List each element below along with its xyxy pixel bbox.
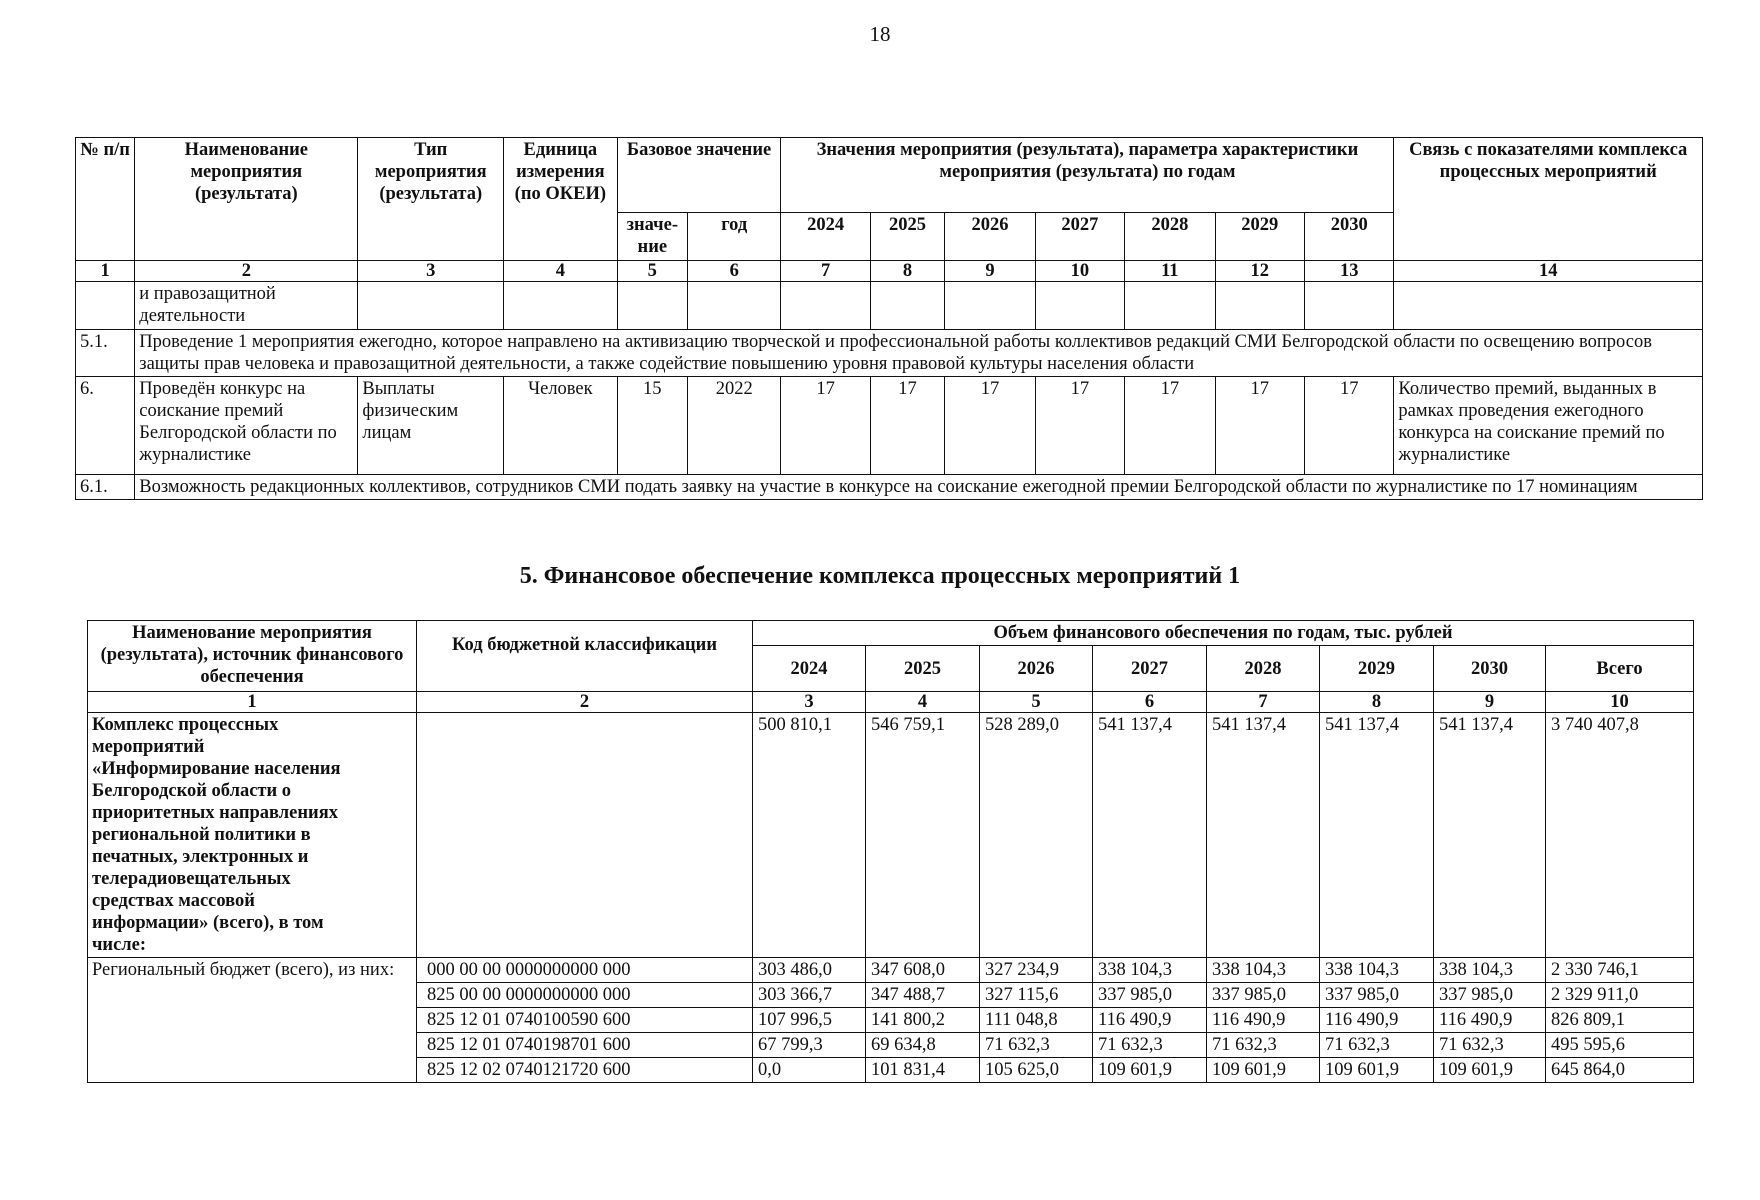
complex-name: Комплекс процессных мероприятий «Информирование населения Белгородской области о приоритетных направлениях региональной политики в печатных, электронных и телерадиовещательных средствах массовой информации» (всего), в том числе:	[88, 713, 417, 958]
continuation-row	[76, 282, 1703, 330]
row-description: Возможность редакционных коллективов, сотрудников СМИ подать заявку на участие в конкурсе на соискание ежегодной премии Белгородской области по журналистике по 17 номинациям	[135, 475, 1703, 500]
event-unit: Человек	[504, 377, 618, 475]
column-number: 12	[1215, 261, 1304, 282]
year-amount: 109 601,9	[1093, 1058, 1207, 1083]
column-number: 14	[1394, 261, 1703, 282]
year-amount: 116 490,9	[1093, 1008, 1207, 1033]
total-amount: 3 740 407,8	[1546, 713, 1694, 958]
column-number: 9	[1434, 692, 1546, 713]
column-number: 9	[945, 261, 1035, 282]
total-amount: 826 809,1	[1546, 1008, 1694, 1033]
column-number: 6	[687, 261, 780, 282]
year-amount: 541 137,4	[1207, 713, 1320, 958]
header-base-value: значе-ние	[617, 213, 687, 261]
year-value: 17	[781, 377, 870, 475]
year-amount: 71 632,3	[1320, 1033, 1434, 1058]
event-name: Проведён конкурс на соискание премий Белгородской области по журналистике	[135, 377, 358, 475]
complex-total-row	[88, 713, 1694, 958]
row-number: 5.1.	[76, 330, 135, 377]
year-amount: 303 486,0	[753, 958, 866, 983]
header-num: № п/п	[76, 138, 135, 261]
header-year: 2029	[1215, 213, 1304, 261]
year-amount: 0,0	[753, 1058, 866, 1083]
year-amount: 109 601,9	[1434, 1058, 1546, 1083]
year-amount: 337 985,0	[1207, 983, 1320, 1008]
header-year: 2026	[980, 646, 1093, 692]
header-name: Наименование мероприятия (результата)	[135, 138, 358, 261]
header-year: 2028	[1207, 646, 1320, 692]
year-value: 17	[1304, 377, 1393, 475]
year-amount: 327 115,6	[980, 983, 1093, 1008]
year-amount: 116 490,9	[1434, 1008, 1546, 1033]
header-year: 2025	[866, 646, 980, 692]
column-number: 11	[1125, 261, 1215, 282]
header-values-by-year: Значения мероприятия (результата), параметра характеристики мероприятия (результата) по годам	[781, 138, 1394, 213]
total-amount: 495 595,6	[1546, 1033, 1694, 1058]
year-value: 17	[1125, 377, 1215, 475]
row-number: 6.1.	[76, 475, 135, 500]
year-amount: 546 759,1	[866, 713, 980, 958]
header-link: Связь с показателями комплекса процессных мероприятий	[1394, 138, 1703, 261]
column-number: 5	[980, 692, 1093, 713]
header-type: Тип мероприятия (результата)	[358, 138, 504, 261]
header-name: Наименование мероприятия (результата), источник финансового обеспечения	[88, 621, 417, 692]
header-base-year: год	[687, 213, 780, 261]
year-amount: 338 104,3	[1434, 958, 1546, 983]
column-number: 1	[88, 692, 417, 713]
year-amount: 541 137,4	[1434, 713, 1546, 958]
year-amount: 338 104,3	[1320, 958, 1434, 983]
year-amount: 337 985,0	[1320, 983, 1434, 1008]
column-number: 6	[1093, 692, 1207, 713]
header-base: Базовое значение	[617, 138, 781, 213]
column-number: 10	[1546, 692, 1694, 713]
year-amount: 347 608,0	[866, 958, 980, 983]
year-amount: 303 366,7	[753, 983, 866, 1008]
table-row	[76, 377, 1703, 475]
column-number: 7	[1207, 692, 1320, 713]
header-year: 2027	[1093, 646, 1207, 692]
column-numbers-row	[88, 692, 1694, 713]
budget-code: 825 12 01 0740100590 600	[417, 1008, 753, 1033]
column-number: 13	[1304, 261, 1393, 282]
column-number: 2	[417, 692, 753, 713]
year-value: 17	[870, 377, 944, 475]
column-number: 10	[1035, 261, 1124, 282]
column-number: 4	[504, 261, 618, 282]
header-year: 2024	[781, 213, 870, 261]
financing-table	[87, 620, 1694, 1083]
header-year: 2025	[870, 213, 944, 261]
year-amount: 327 234,9	[980, 958, 1093, 983]
budget-code: 000 00 00 0000000000 000	[417, 958, 753, 983]
year-amount: 528 289,0	[980, 713, 1093, 958]
column-number: 2	[135, 261, 358, 282]
year-amount: 347 488,7	[866, 983, 980, 1008]
year-amount: 141 800,2	[866, 1008, 980, 1033]
column-numbers-row	[76, 261, 1703, 282]
header-year: 2026	[945, 213, 1035, 261]
year-amount: 69 634,8	[866, 1033, 980, 1058]
section-title: 5. Финансовое обеспечение комплекса процессных мероприятий 1	[519, 563, 1241, 589]
row-number: 6.	[76, 377, 135, 475]
header-unit: Единица измерения (по ОКЕИ)	[504, 138, 618, 261]
header-year: 2024	[753, 646, 866, 692]
year-amount: 337 985,0	[1434, 983, 1546, 1008]
year-value: 17	[1035, 377, 1124, 475]
base-year: 2022	[687, 377, 780, 475]
year-amount: 101 831,4	[866, 1058, 980, 1083]
total-amount: 2 330 746,1	[1546, 958, 1694, 983]
year-value: 17	[1215, 377, 1304, 475]
table-row	[76, 475, 1703, 500]
year-amount: 109 601,9	[1207, 1058, 1320, 1083]
column-number: 3	[753, 692, 866, 713]
column-number: 3	[358, 261, 504, 282]
header-year: 2030	[1434, 646, 1546, 692]
column-number: 8	[870, 261, 944, 282]
year-amount: 338 104,3	[1207, 958, 1320, 983]
row-description: Проведение 1 мероприятия ежегодно, которое направлено на активизацию творческой и профессиональной работы коллективов редакций СМИ Белгородской области по освещению вопросов защиты прав человека и правозащитной деятельности, а также содействие повышению уровня правовой культуры населения области	[135, 330, 1703, 377]
year-amount: 116 490,9	[1207, 1008, 1320, 1033]
column-number: 4	[866, 692, 980, 713]
continuation-text: и правозащитной деятельности	[135, 282, 358, 330]
header-year: 2027	[1035, 213, 1124, 261]
column-number: 5	[617, 261, 687, 282]
year-value: 17	[945, 377, 1035, 475]
header-year: 2030	[1304, 213, 1393, 261]
year-amount: 105 625,0	[980, 1058, 1093, 1083]
year-amount: 71 632,3	[1434, 1033, 1546, 1058]
header-volume: Объем финансового обеспечения по годам, тыс. рублей	[753, 621, 1694, 646]
year-amount: 107 996,5	[753, 1008, 866, 1033]
year-amount: 71 632,3	[980, 1033, 1093, 1058]
page-number: 18	[869, 22, 891, 46]
header-total: Всего	[1546, 646, 1694, 692]
budget-code: 825 00 00 0000000000 000	[417, 983, 753, 1008]
regional-budget-label: Региональный бюджет (всего), из них:	[88, 958, 417, 1083]
year-amount: 337 985,0	[1093, 983, 1207, 1008]
year-amount: 541 137,4	[1320, 713, 1434, 958]
column-number: 7	[781, 261, 870, 282]
total-amount: 2 329 911,0	[1546, 983, 1694, 1008]
year-amount: 109 601,9	[1320, 1058, 1434, 1083]
results-table	[75, 137, 1703, 500]
header-code: Код бюджетной классификации	[417, 621, 753, 692]
year-amount: 500 810,1	[753, 713, 866, 958]
header-year: 2028	[1125, 213, 1215, 261]
year-amount: 338 104,3	[1093, 958, 1207, 983]
year-amount: 67 799,3	[753, 1033, 866, 1058]
header-year: 2029	[1320, 646, 1434, 692]
indicator-link: Количество премий, выданных в рамках проведения ежегодного конкурса на соискание премий по журналистике	[1394, 377, 1703, 475]
column-number: 8	[1320, 692, 1434, 713]
column-number: 1	[76, 261, 135, 282]
event-type: Выплаты физическим лицам	[358, 377, 504, 475]
base-value: 15	[617, 377, 687, 475]
table-row	[76, 330, 1703, 377]
budget-code: 825 12 01 0740198701 600	[417, 1033, 753, 1058]
year-amount: 116 490,9	[1320, 1008, 1434, 1033]
budget-code: 825 12 02 0740121720 600	[417, 1058, 753, 1083]
year-amount: 71 632,3	[1093, 1033, 1207, 1058]
year-amount: 111 048,8	[980, 1008, 1093, 1033]
total-amount: 645 864,0	[1546, 1058, 1694, 1083]
table-row	[88, 958, 1694, 983]
year-amount: 71 632,3	[1207, 1033, 1320, 1058]
year-amount: 541 137,4	[1093, 713, 1207, 958]
